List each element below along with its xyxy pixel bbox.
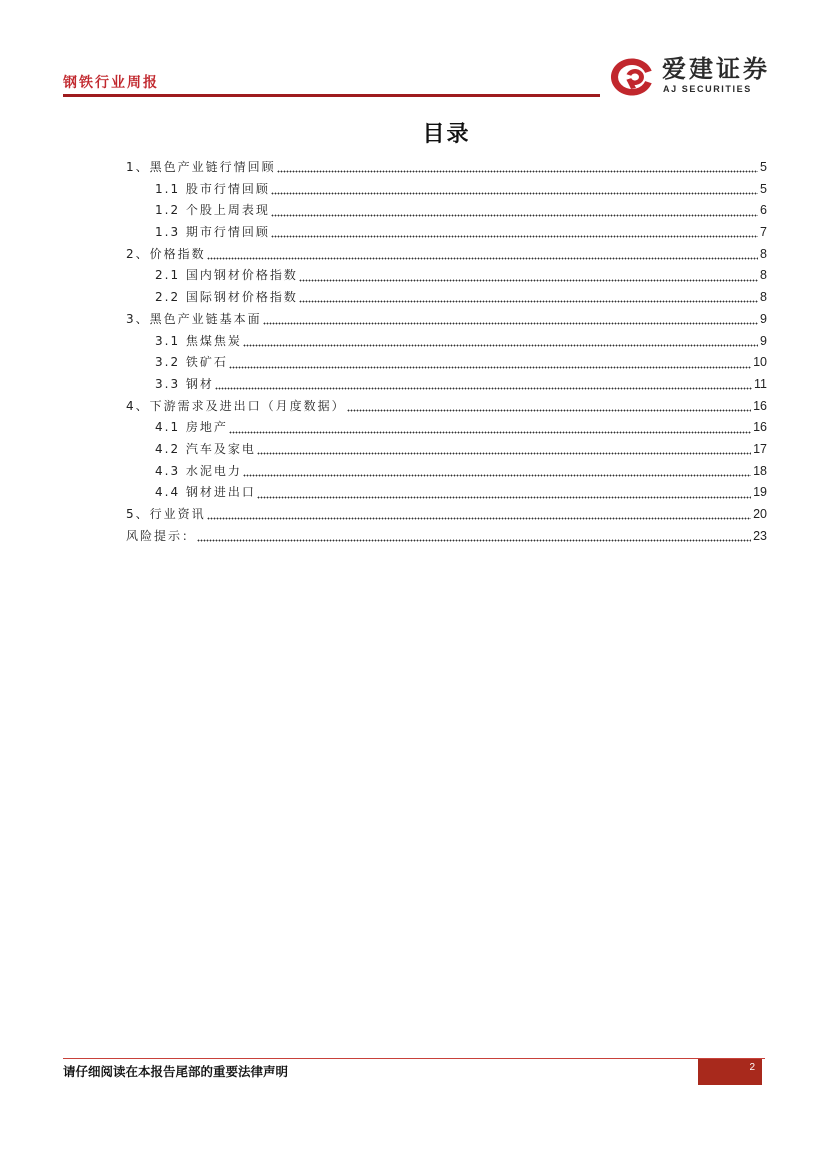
report-type-title: 钢铁行业周报 — [63, 75, 159, 91]
toc-leader-dots — [229, 366, 751, 369]
toc-entry-label: 3.2 铁矿石 — [155, 355, 228, 370]
toc-leader-dots — [207, 257, 758, 260]
legal-disclaimer-note: 请仔细阅读在本报告尾部的重要法律声明 — [63, 1064, 289, 1079]
toc-entry[interactable] — [126, 331, 767, 353]
toc-entry-page: 6 — [760, 203, 767, 218]
page-number-box — [698, 1059, 762, 1085]
toc-list — [126, 157, 767, 547]
toc-leader-dots — [229, 431, 751, 434]
toc-entry[interactable] — [126, 396, 767, 418]
toc-entry-label: 4.3 水泥电力 — [155, 463, 242, 478]
toc-entry[interactable] — [126, 374, 767, 396]
toc-entry-page: 18 — [753, 463, 767, 478]
toc-entry[interactable] — [126, 287, 767, 309]
toc-entry-label: 3、黑色产业链基本面 — [126, 311, 262, 326]
toc-entry-label: 5、行业资讯 — [126, 507, 206, 521]
toc-leader-dots — [271, 214, 758, 217]
toc-leader-dots — [257, 496, 751, 499]
toc-entry-page: 10 — [753, 355, 767, 370]
toc-entry[interactable] — [126, 157, 767, 179]
toc-entry-page: 20 — [753, 507, 767, 521]
toc-leader-dots — [299, 279, 758, 282]
logo-name-en: AJ SECURITIES — [663, 84, 752, 94]
toc-title: 目录 — [422, 122, 471, 147]
toc-entry-page: 11 — [754, 376, 767, 391]
toc-leader-dots — [207, 517, 751, 520]
toc-entry-label: 3.3 钢材 — [155, 376, 214, 391]
toc-entry-label: 2.2 国际钢材价格指数 — [155, 290, 298, 305]
toc-entry-label: 2.1 国内钢材价格指数 — [155, 268, 298, 283]
toc-leader-dots — [271, 192, 758, 195]
aj-securities-logo-icon — [609, 57, 656, 97]
toc-leader-dots — [197, 539, 751, 542]
toc-leader-dots — [277, 170, 758, 173]
toc-leader-dots — [271, 235, 758, 238]
toc-leader-dots — [257, 452, 751, 455]
toc-entry-page: 5 — [760, 181, 767, 196]
page-number: 2 — [749, 1062, 755, 1073]
toc-entry[interactable] — [126, 417, 767, 439]
toc-leader-dots — [215, 387, 752, 390]
toc-entry-page: 8 — [760, 246, 767, 261]
toc-entry[interactable] — [126, 439, 767, 461]
toc-entry-page: 19 — [753, 485, 767, 500]
toc-entry-page: 8 — [760, 268, 767, 283]
toc-entry-label: 4.2 汽车及家电 — [155, 441, 256, 456]
toc-entry-label: 4、下游需求及进出口（月度数据） — [126, 398, 346, 413]
toc-entry-page: 8 — [760, 290, 767, 305]
toc-entry-page: 5 — [760, 160, 767, 174]
toc-entry[interactable] — [126, 222, 767, 244]
toc-entry-page: 7 — [760, 225, 767, 240]
toc-leader-dots — [347, 409, 751, 412]
toc-entry-label: 3.1 焦煤焦炭 — [155, 333, 242, 348]
toc-entry[interactable] — [126, 526, 767, 548]
logo-name-cn: 爱建证券 — [662, 54, 770, 83]
toc-entry[interactable] — [126, 244, 767, 266]
toc-entry-label: 1.3 期市行情回顾 — [155, 225, 270, 240]
toc-entry[interactable] — [126, 265, 767, 287]
toc-entry-page: 23 — [753, 528, 767, 543]
toc-leader-dots — [243, 344, 758, 347]
header-rule — [63, 94, 600, 97]
toc-entry[interactable] — [126, 461, 767, 483]
footer-rule — [63, 1058, 765, 1059]
toc-entry-label: 4.1 房地产 — [155, 420, 228, 435]
toc-entry-label: 1.1 股市行情回顾 — [155, 181, 270, 196]
toc-entry-label: 1.2 个股上周表现 — [155, 203, 270, 218]
toc-entry-page: 16 — [753, 398, 767, 413]
toc-entry[interactable] — [126, 482, 767, 504]
toc-entry-page: 9 — [760, 311, 767, 326]
toc-entry-label: 4.4 钢材进出口 — [155, 485, 256, 500]
toc-entry-label: 2、价格指数 — [126, 246, 206, 261]
toc-entry[interactable] — [126, 179, 767, 201]
toc-entry-label: 风险提示： — [126, 528, 197, 543]
toc-entry-label: 1、黑色产业链行情回顾 — [126, 160, 276, 174]
toc-leader-dots — [243, 474, 751, 477]
toc-leader-dots — [263, 322, 758, 325]
toc-entry[interactable] — [126, 200, 767, 222]
toc-entry[interactable] — [126, 352, 767, 374]
toc-entry-page: 9 — [760, 333, 767, 348]
toc-entry-page: 16 — [753, 420, 767, 435]
toc-entry[interactable] — [126, 309, 767, 331]
toc-entry-page: 17 — [753, 441, 767, 456]
toc-leader-dots — [299, 300, 758, 303]
toc-entry[interactable] — [126, 504, 767, 526]
